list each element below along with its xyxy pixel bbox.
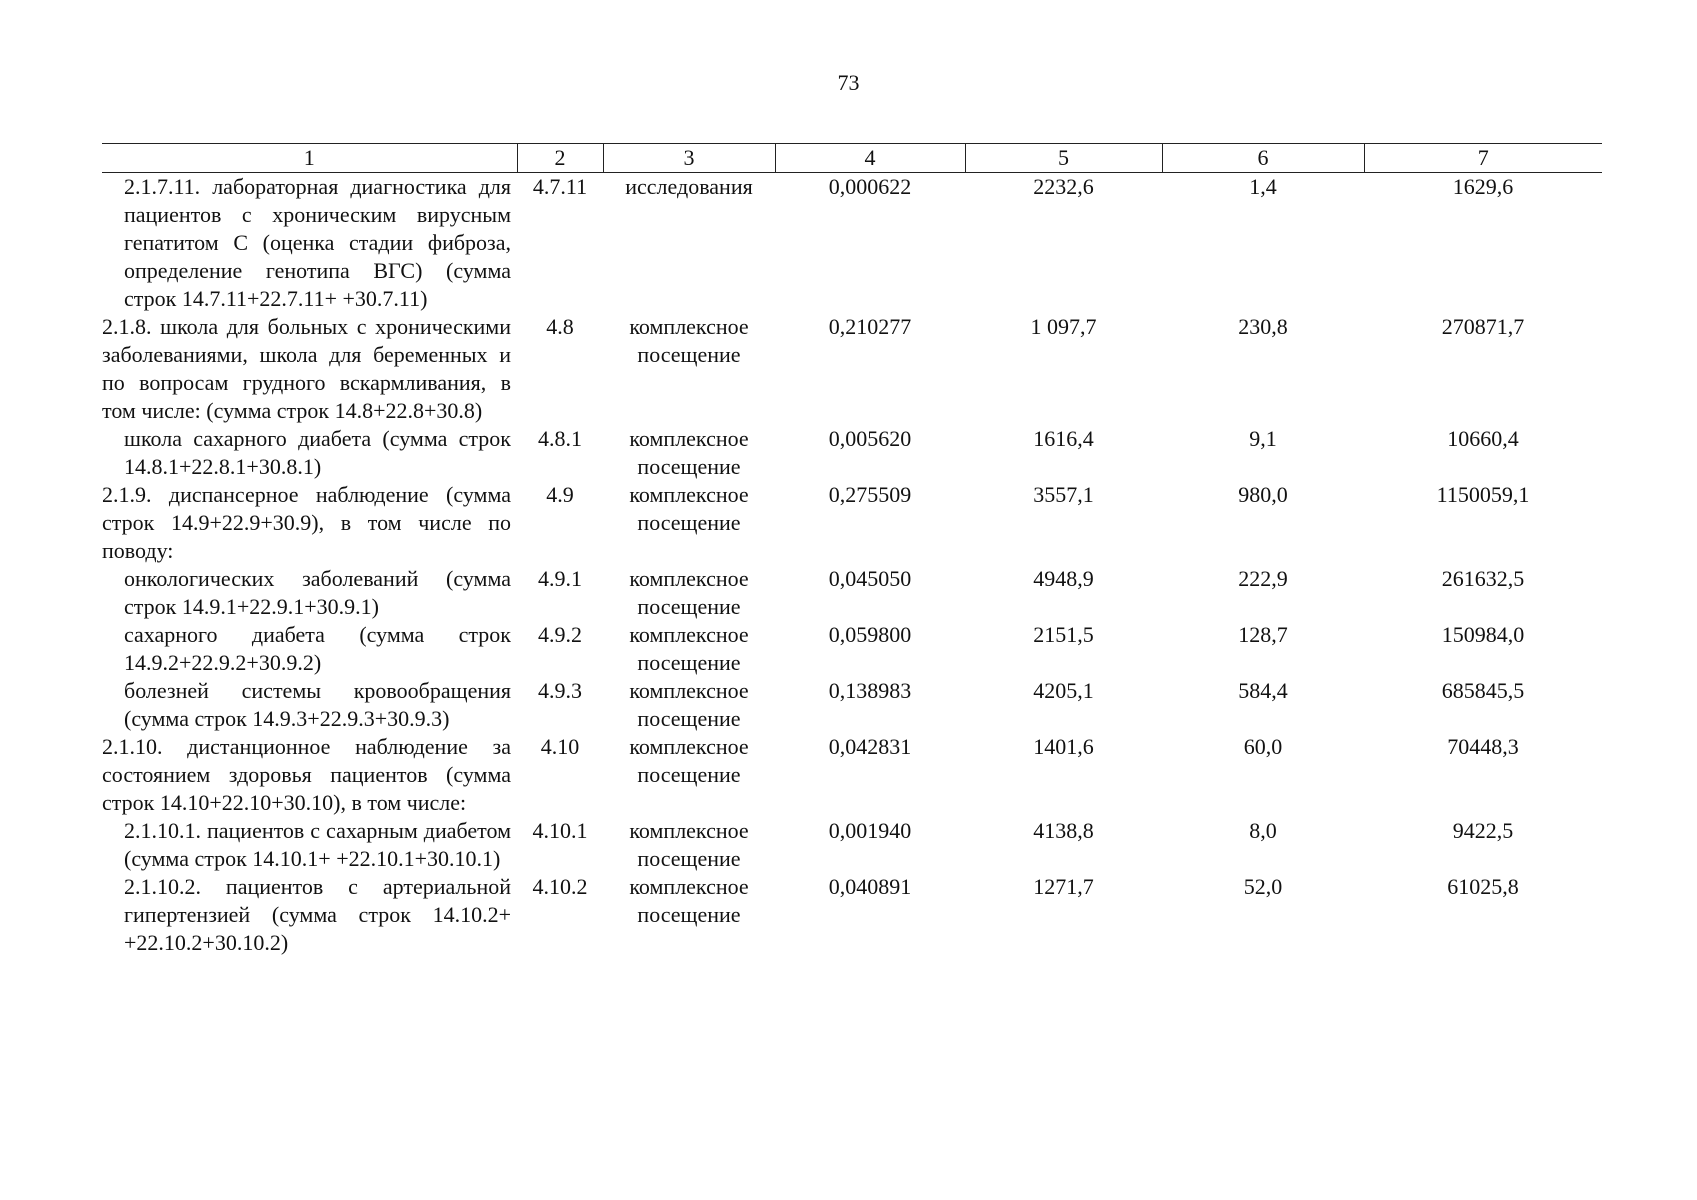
row-cost-cell: 1616,4 bbox=[1033, 426, 1094, 451]
row-total-cell: 685845,5 bbox=[1441, 678, 1525, 703]
row-unit-cell: исследования bbox=[625, 174, 753, 199]
row-norm-cell: 0,045050 bbox=[828, 566, 912, 591]
table-row bbox=[102, 873, 1602, 957]
row-cost-cell: 2151,5 bbox=[1033, 622, 1094, 647]
row-unit-cell: комплексное посещение bbox=[629, 678, 749, 731]
row-per-capita-cell: 60,0 bbox=[1243, 734, 1283, 759]
row-cost-cell: 4205,1 bbox=[1033, 678, 1094, 703]
row-code-cell: 4.9 bbox=[546, 482, 574, 507]
row-code-cell: 4.9.2 bbox=[538, 622, 582, 647]
row-norm-cell: 0,005620 bbox=[828, 426, 912, 451]
row-total-cell: 10660,4 bbox=[1447, 426, 1519, 451]
row-total-cell: 1629,6 bbox=[1452, 174, 1514, 199]
column-header: 4 bbox=[775, 144, 965, 173]
row-per-capita-cell: 230,8 bbox=[1238, 314, 1288, 339]
row-cost-cell: 4948,9 bbox=[1033, 566, 1094, 591]
table-body bbox=[102, 173, 1602, 958]
table-row bbox=[102, 481, 1602, 565]
table-row bbox=[102, 733, 1602, 817]
row-name-cell: 2.1.7.11. лабораторная диагностика для пациентов с хроническим вирусным гепатитом С (оценка стадии фиброза, определение генотипа ВГС) (сумма строк 14.7.11+22.7.11+ +30.7.11) bbox=[124, 174, 511, 311]
row-code-cell: 4.8 bbox=[546, 314, 574, 339]
row-unit-cell: комплексное посещение bbox=[629, 426, 749, 479]
table-row bbox=[102, 677, 1602, 733]
row-total-cell: 150984,0 bbox=[1441, 622, 1525, 647]
row-code-cell: 4.9.3 bbox=[538, 678, 582, 703]
row-code-cell: 4.8.1 bbox=[538, 426, 582, 451]
table-row bbox=[102, 313, 1602, 425]
row-code-cell: 4.9.1 bbox=[538, 566, 582, 591]
table-header bbox=[102, 144, 1602, 173]
row-name-cell: 2.1.10. дистанционное наблюдение за состоянием здоровья пациентов (сумма строк 14.10+22.10+30.10), в том числе: bbox=[102, 734, 511, 815]
row-name-cell: сахарного диабета (сумма строк 14.9.2+22.9.2+30.9.2) bbox=[124, 622, 511, 675]
table-row bbox=[102, 425, 1602, 481]
row-per-capita-cell: 1,4 bbox=[1249, 174, 1277, 199]
column-header: 3 bbox=[603, 144, 775, 173]
row-per-capita-cell: 584,4 bbox=[1238, 678, 1288, 703]
header-row bbox=[102, 144, 1602, 173]
row-name-cell: 2.1.9. диспансерное наблюдение (сумма строк 14.9+22.9+30.9), в том числе по поводу: bbox=[102, 482, 511, 563]
row-code-cell: 4.10.2 bbox=[532, 874, 588, 899]
row-norm-cell: 0,042831 bbox=[828, 734, 912, 759]
row-norm-cell: 0,138983 bbox=[828, 678, 912, 703]
column-header: 6 bbox=[1162, 144, 1364, 173]
row-code-cell: 4.10 bbox=[540, 734, 580, 759]
row-name-cell: 2.1.8. школа для больных с хроническими заболеваниями, школа для беременных и по вопросам грудного вскармливания, в том числе: (сумма строк 14.8+22.8+30.8) bbox=[102, 314, 511, 423]
row-norm-cell: 0,210277 bbox=[828, 314, 912, 339]
data-table bbox=[102, 143, 1602, 957]
row-unit-cell: комплексное посещение bbox=[629, 622, 749, 675]
row-total-cell: 261632,5 bbox=[1441, 566, 1525, 591]
row-code-cell: 4.7.11 bbox=[532, 174, 588, 199]
table-row bbox=[102, 173, 1602, 314]
row-cost-cell: 2232,6 bbox=[1033, 174, 1094, 199]
row-cost-cell: 4138,8 bbox=[1033, 818, 1094, 843]
row-per-capita-cell: 128,7 bbox=[1238, 622, 1288, 647]
column-header: 2 bbox=[517, 144, 603, 173]
row-cost-cell: 1 097,7 bbox=[1030, 314, 1097, 339]
row-unit-cell: комплексное посещение bbox=[629, 482, 749, 535]
row-unit-cell: комплексное посещение bbox=[629, 874, 749, 927]
row-cost-cell: 1271,7 bbox=[1033, 874, 1094, 899]
row-total-cell: 61025,8 bbox=[1447, 874, 1519, 899]
row-unit-cell: комплексное посещение bbox=[629, 566, 749, 619]
row-unit-cell: комплексное посещение bbox=[629, 734, 749, 787]
column-header: 5 bbox=[965, 144, 1162, 173]
column-header: 1 bbox=[102, 144, 517, 173]
table-row bbox=[102, 817, 1602, 873]
row-name-cell: 2.1.10.2. пациентов с артериальной гипертензией (сумма строк 14.10.2+ +22.10.2+30.10.2) bbox=[124, 874, 511, 955]
page-number: 73 bbox=[837, 70, 860, 95]
row-total-cell: 9422,5 bbox=[1452, 818, 1514, 843]
row-norm-cell: 0,001940 bbox=[828, 818, 912, 843]
row-total-cell: 270871,7 bbox=[1441, 314, 1525, 339]
row-per-capita-cell: 9,1 bbox=[1249, 426, 1277, 451]
row-norm-cell: 0,275509 bbox=[828, 482, 912, 507]
row-per-capita-cell: 222,9 bbox=[1238, 566, 1288, 591]
row-code-cell: 4.10.1 bbox=[532, 818, 588, 843]
column-header: 7 bbox=[1364, 144, 1602, 173]
row-name-cell: онкологических заболеваний (сумма строк 14.9.1+22.9.1+30.9.1) bbox=[124, 566, 511, 619]
row-norm-cell: 0,040891 bbox=[828, 874, 912, 899]
row-per-capita-cell: 8,0 bbox=[1249, 818, 1277, 843]
row-cost-cell: 3557,1 bbox=[1033, 482, 1094, 507]
row-cost-cell: 1401,6 bbox=[1033, 734, 1094, 759]
row-name-cell: 2.1.10.1. пациентов с сахарным диабетом (сумма строк 14.10.1+ +22.10.1+30.10.1) bbox=[124, 818, 511, 871]
row-per-capita-cell: 52,0 bbox=[1243, 874, 1283, 899]
table-row bbox=[102, 621, 1602, 677]
row-norm-cell: 0,000622 bbox=[828, 174, 912, 199]
row-unit-cell: комплексное посещение bbox=[629, 314, 749, 367]
row-norm-cell: 0,059800 bbox=[828, 622, 912, 647]
row-name-cell: болезней системы кровообращения (сумма строк 14.9.3+22.9.3+30.9.3) bbox=[124, 678, 511, 731]
row-total-cell: 70448,3 bbox=[1447, 734, 1519, 759]
row-unit-cell: комплексное посещение bbox=[629, 818, 749, 871]
row-name-cell: школа сахарного диабета (сумма строк 14.8.1+22.8.1+30.8.1) bbox=[124, 426, 511, 479]
row-total-cell: 1150059,1 bbox=[1436, 482, 1530, 507]
row-per-capita-cell: 980,0 bbox=[1238, 482, 1288, 507]
table-row bbox=[102, 565, 1602, 621]
